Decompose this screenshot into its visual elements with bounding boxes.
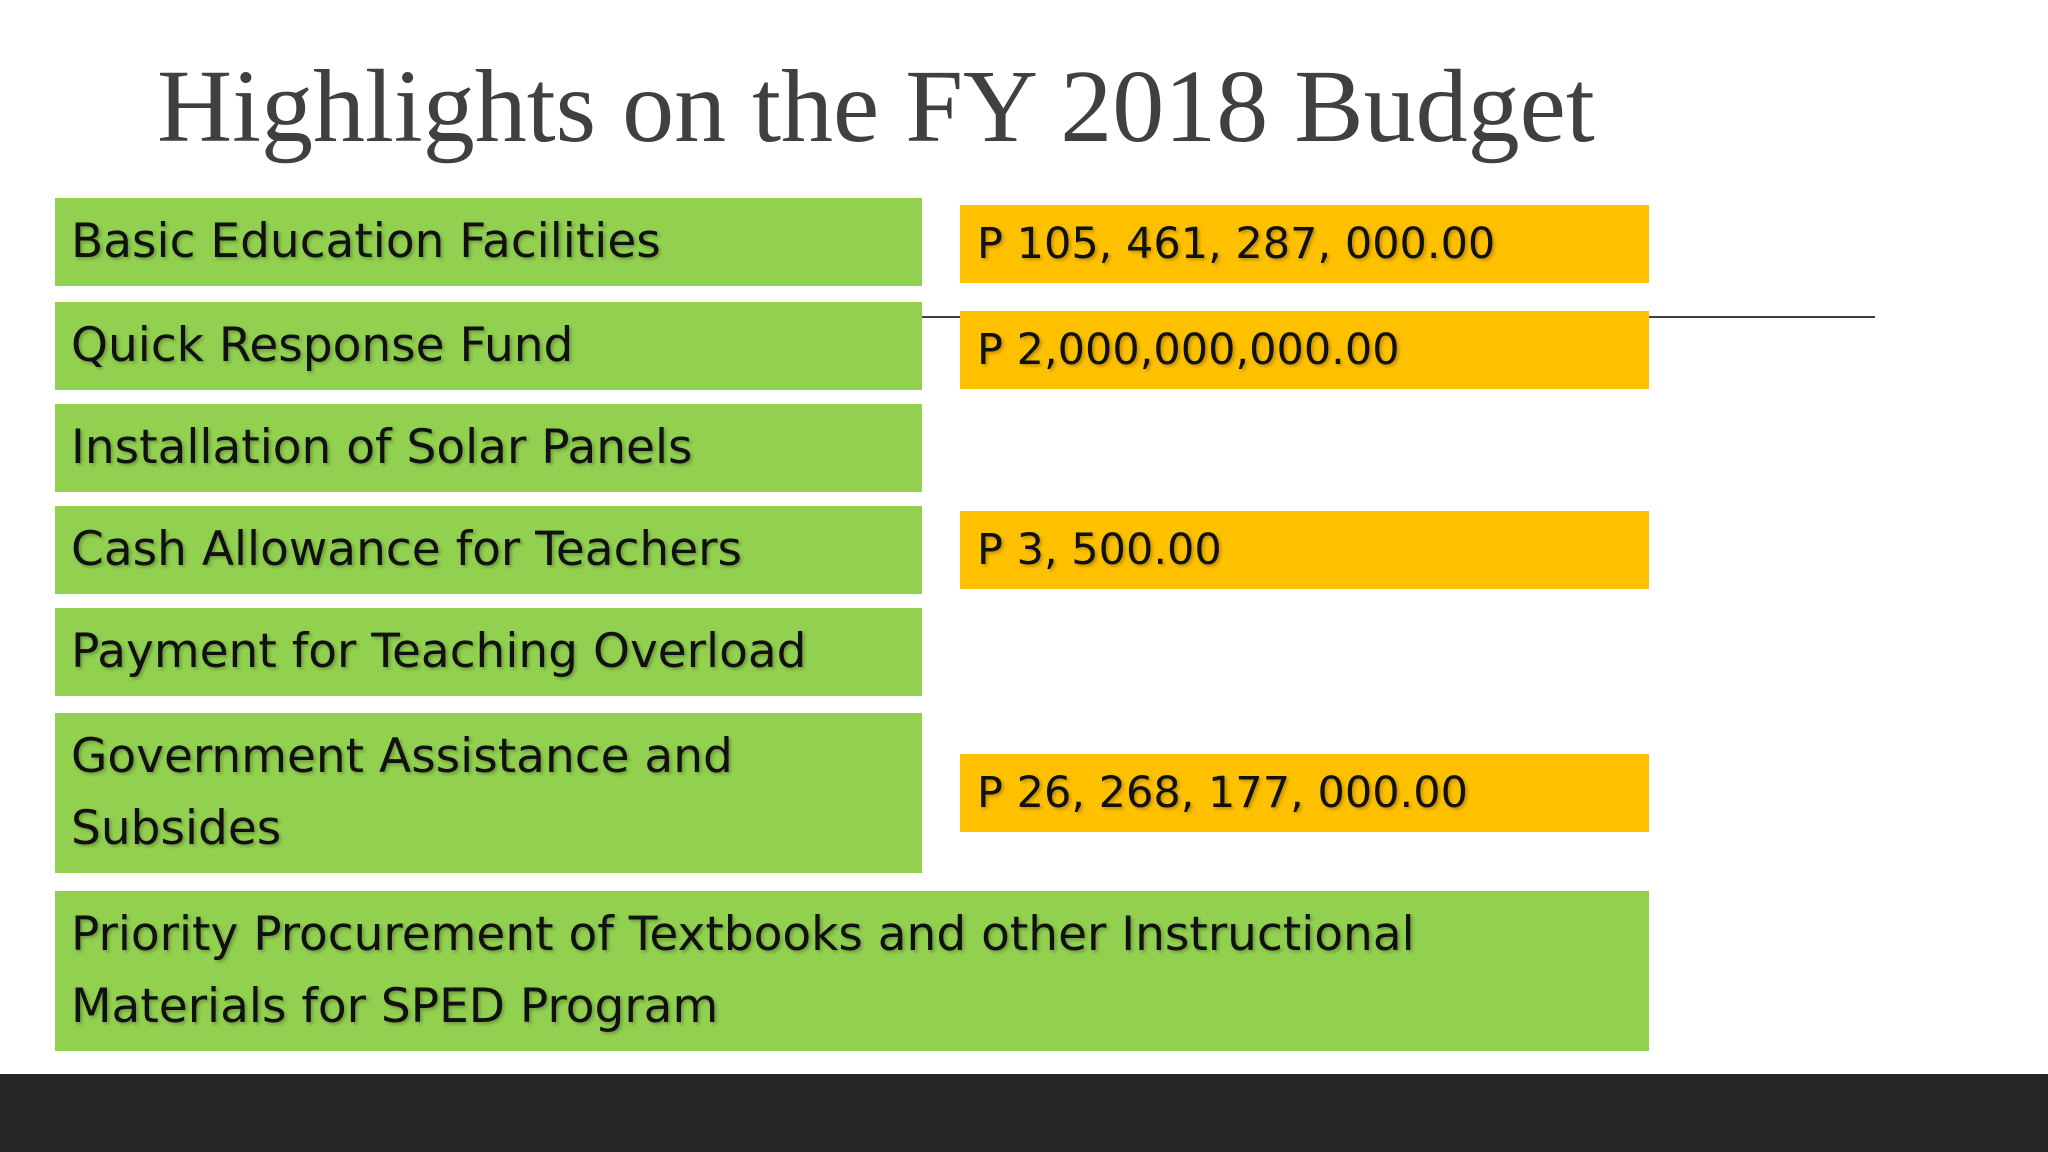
slide-title: Highlights on the FY 2018 Budget — [157, 49, 1595, 164]
budget-item-label: Payment for Teaching Overload — [71, 624, 807, 679]
amount-value: P 2,000,000,000.00 — [977, 325, 1400, 375]
budget-item-label: Cash Allowance for Teachers — [71, 522, 742, 577]
budget-item-teaching-overload — [55, 608, 922, 696]
amount-cash-allowance — [960, 511, 1649, 589]
budget-item-cash-allowance — [55, 506, 922, 594]
amount-quick-response-fund — [960, 311, 1649, 389]
budget-item-government-assistance — [55, 713, 922, 873]
budget-item-sped-procurement — [55, 891, 1649, 1051]
amount-value: P 105, 461, 287, 000.00 — [977, 219, 1496, 269]
budget-item-label: Installation of Solar Panels — [71, 420, 693, 475]
amount-government-assistance — [960, 754, 1649, 832]
amount-value: P 26, 268, 177, 000.00 — [977, 768, 1468, 818]
amount-value: P 3, 500.00 — [977, 525, 1222, 575]
budget-item-solar-panels — [55, 404, 922, 492]
budget-item-label: Basic Education Facilities — [71, 214, 661, 269]
budget-item-basic-education-facilities — [55, 198, 922, 286]
amount-basic-education-facilities — [960, 205, 1649, 283]
footer-bar — [0, 1074, 2048, 1152]
budget-item-label: Quick Response Fund — [71, 318, 574, 373]
budget-item-quick-response-fund — [55, 302, 922, 390]
budget-item-label: Government Assistance and Subsides — [71, 729, 733, 856]
budget-item-label: Priority Procurement of Textbooks and other Instructional Materials for SPED Program — [71, 907, 1415, 1034]
